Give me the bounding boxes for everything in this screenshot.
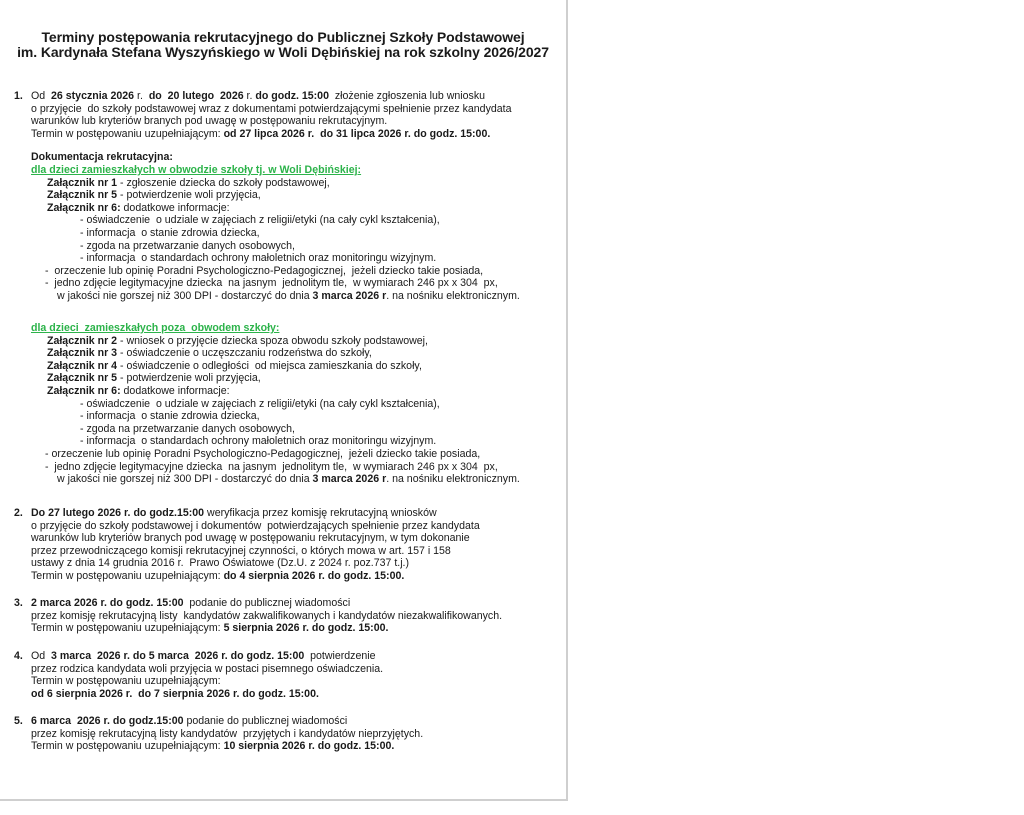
list-item-line [31,715,347,727]
list-item-line [31,103,511,115]
info-item: - oświadczenie o udziale w zajęciach z religii/etyki (na cały cykl kształcenia), [80,214,440,227]
info-item: - oświadczenie o udziale w zajęciach z religii/etyki (na cały cykl kształcenia), [80,397,440,410]
text: Od [31,90,52,102]
bold-text: Załącznik nr 2 [47,334,118,347]
bold-text: Załącznik nr 4 [47,359,118,372]
attachment-item [47,360,422,372]
attachment-item [47,385,230,397]
bold-text: Załącznik nr 5 [47,189,118,202]
list-item-line [31,115,387,127]
text: Termin w postępowaniu uzupełniającym: [31,570,224,582]
text: przez przewodniczącego komisji rekrutacyjnej czynności, o których mowa w art. 157 i 158 [31,544,451,557]
bold-text: Dokumentacja rekrutacyjna: [31,151,173,163]
list-number: 1. [14,90,23,102]
text: Od [31,650,52,662]
bold-text: Załącznik nr 6: [47,385,121,397]
text: r. [246,90,256,102]
bold-text: Do 27 lutego 2026 r. do godz.15:00 [31,507,205,519]
bold-text: 10 sierpnia 2026 r. do godz. 15:00. [223,740,395,753]
list-item-line [31,545,451,557]
text: potwierdzenie [304,650,376,662]
list-item-line [31,675,221,687]
text: dodatkowe informacje: [120,201,230,214]
list-item-line [31,622,388,634]
requirement-item: - jedno zdjęcie legitymacyjne dziecka na jasnym jednolitym tle, w wymiarach 246 px x 304 px, [45,277,498,290]
bold-text: 26 stycznia 2026 [51,90,138,102]
text: warunków lub kryteriów branych pod uwagę w postępowaniu rekrutacyjnym. [31,115,388,128]
list-number: 5. [14,715,23,727]
list-item-line [31,128,490,140]
list-item-line [31,740,394,752]
text: . na nośniku elektronicznym. [386,290,520,302]
subheading: dla dzieci zamieszkałych poza obwodem szkoły: [31,322,280,334]
info-item: - informacja o stanie zdrowia dziecka, [80,227,260,239]
text: - zgłoszenie dziecka do szkoły podstawowej, [117,176,330,189]
requirement-item: - orzeczenie lub opinię Poradni Psychologiczno-Pedagogicznej, jeżeli dziecko takie posiada, [45,264,484,277]
document-title-line-1: Terminy postępowania rekrutacyjnego do Publicznej Szkoły Podstawowej [41,29,525,45]
info-item: - informacja o standardach ochrony małoletnich oraz monitoringu wizyjnym. [80,435,437,448]
bold-text: 3 marca 2026 [312,290,383,302]
text: . na nośniku elektronicznym. [386,473,520,486]
bold-text: 3 marca 2026 [312,473,383,486]
list-item-line [31,507,437,519]
list-item-line [31,688,319,700]
list-item-line [31,90,485,102]
text: - potwierdzenie woli przyjęcia, [117,372,261,385]
text: podanie do publicznej wiadomości [183,715,348,727]
document-title-line-2: im. Kardynała Stefana Wyszyńskiego w Woli Dębińskiej na rok szkolny 2026/2027 [17,44,549,60]
bold-text: do 4 sierpnia 2026 r. do godz. 15:00. [223,570,405,582]
bold-text: do 20 lutego 2026 [148,90,247,102]
bold-text: od 27 lipca 2026 r. do 31 lipca 2026 r. do godz. 15:00. [223,127,491,140]
subheading: dla dzieci zamieszkałych w obwodzie szkoły tj. w Woli Dębińskiej: [31,164,362,176]
text: o przyjęcie do szkoły podstawowej wraz z dokumentami potwierdzającymi spełnienie przez kandydata [31,102,512,115]
text: Termin w postępowaniu uzupełniającym: [31,127,224,140]
text: ustawy z dnia 14 grudnia 2016 r. Prawo Oświatowe (Dz.U. z 2024 r. poz.737 t.j.) [31,557,410,570]
info-item: - zgoda na przetwarzanie danych osobowych, [80,422,295,435]
bold-text: 3 marca 2026 r. do 5 marca 2026 r. do godz. 15:00 [51,650,305,662]
text: Termin w postępowaniu uzupełniającym: [31,740,224,753]
list-item-line [31,570,404,582]
list-item-line [31,597,350,609]
requirement-item: - jedno zdjęcie legitymacyjne dziecka na jasnym jednolitym tle, w wymiarach 246 px x 304 px, [45,460,498,473]
attachment-item [47,372,261,384]
bold-text: Załącznik nr 1 [47,176,118,189]
text: - potwierdzenie woli przyjęcia, [117,189,261,202]
bold-text: 5 sierpnia 2026 r. do godz. 15:00. [223,622,389,635]
list-item-line [31,610,502,622]
text: weryfikacja przez komisję rekrutacyjną wniosków [204,507,437,519]
text: Termin w postępowaniu uzupełniającym: [31,622,224,635]
list-item-line [31,520,480,532]
text: w jakości nie gorszej niż 300 DPI - dostarczyć do dnia [57,473,313,486]
bold-text: 2 marca 2026 r. do godz. 15:00 [31,597,184,609]
list-item-line [31,557,409,569]
list-number: 2. [14,507,23,519]
bold-text: od 6 sierpnia 2026 r. do 7 sierpnia 2026 r. do godz. 15:00. [31,687,319,700]
bold-text: r [382,473,387,486]
text: r. [137,90,149,102]
photo-requirement-line [57,473,520,485]
text: przez komisję rekrutacyjną listy kandydatów zakwalifikowanych i kandydatów niezakwalifikowanych. [31,609,503,622]
attachment-item [47,202,230,214]
text: - oświadczenie o uczęszczaniu rodzeństwa do szkoły, [117,347,372,360]
requirement-item: - orzeczenie lub opinię Poradni Psychologiczno-Pedagogicznej, jeżeli dziecko takie posiada, [45,448,481,460]
photo-requirement-line [57,290,520,302]
list-item-line [31,650,376,662]
bold-text: r [382,290,387,302]
bold-text: do godz. 15:00 [255,90,329,102]
bold-text: Załącznik nr 5 [47,372,118,385]
text: przez rodzica kandydata woli przyjęcia w postaci pisemnego oświadczenia. [31,662,384,675]
attachment-item [47,347,372,359]
bold-text: Załącznik nr 6: [47,201,121,214]
info-item: - informacja o standardach ochrony małoletnich oraz monitoringu wizyjnym. [80,252,437,265]
text: Termin w postępowaniu uzupełniającym: [31,675,221,688]
text: dodatkowe informacje: [120,385,230,397]
text: przez komisję rekrutacyjną listy kandydatów przyjętych i kandydatów nieprzyjętych. [31,727,424,740]
info-item: - informacja o stanie zdrowia dziecka, [80,410,260,423]
text: podanie do publicznej wiadomości [183,597,351,609]
text: w jakości nie gorszej niż 300 DPI - dostarczyć do dnia [57,290,313,302]
list-item-line [31,532,470,544]
list-number: 3. [14,597,23,609]
list-item-line [31,728,423,740]
bold-text: Załącznik nr 3 [47,347,118,360]
text: - wniosek o przyjęcie dziecka spoza obwodu szkoły podstawowej, [117,334,428,347]
text: złożenie zgłoszenia lub wniosku [328,90,486,102]
attachment-item [47,335,428,347]
text: - oświadczenie o odległości od miejsca zamieszkania do szkoły, [117,359,422,372]
attachment-item [47,177,330,189]
text: warunków lub kryteriów branych pod uwagę w postępowaniu rekrutacyjnym, w tym dokonanie [31,532,470,545]
list-number: 4. [14,650,23,662]
bold-text: 6 marca 2026 r. do godz.15:00 [31,715,184,727]
info-item: - zgoda na przetwarzanie danych osobowych, [80,239,295,252]
attachment-item [47,189,261,201]
text: o przyjęcie do szkoły podstawowej i dokumentów potwierdzających spełnienie przez kandydata [31,519,480,532]
documentation-heading [31,151,173,163]
list-item-line [31,663,383,675]
